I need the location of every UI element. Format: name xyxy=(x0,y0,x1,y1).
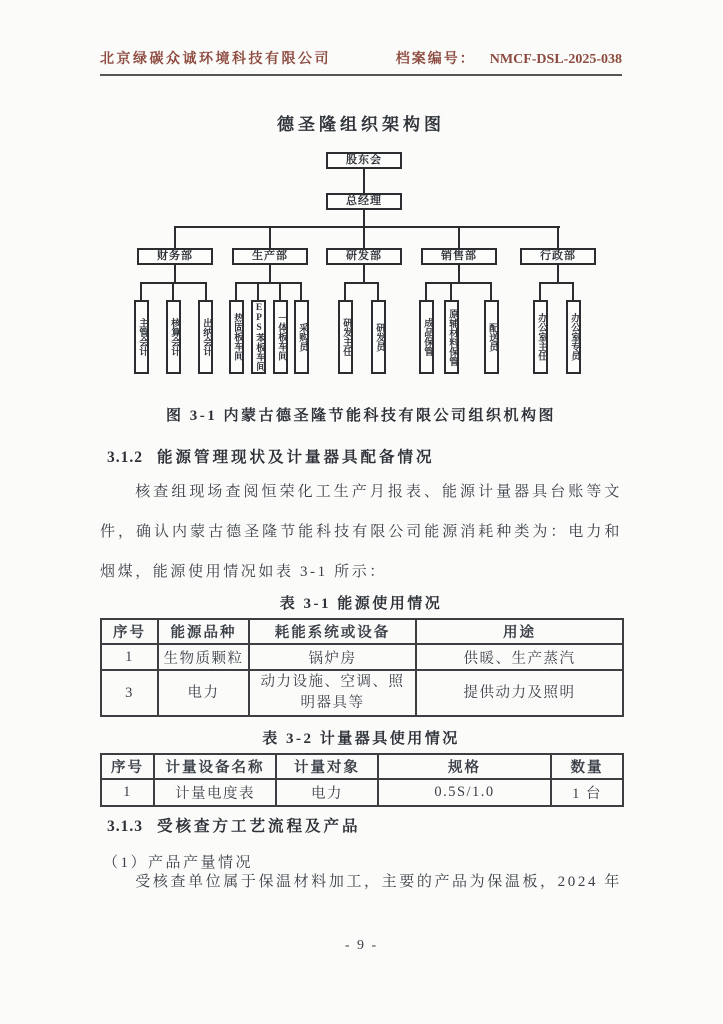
org-connector-line xyxy=(269,226,271,248)
org-box-dept-admin: 行政部 xyxy=(520,248,596,265)
table-header-row xyxy=(101,619,623,644)
paragraph-energy-use: 核查组现场查阅恒荣化工生产月报表、能源计量器具台账等文件，确认内蒙古德圣隆节能科技有限公司能源消耗种类为：电力和烟煤，能源使用情况如表 3-1 所示： xyxy=(100,484,622,580)
org-box-general-manager: 总经理 xyxy=(326,193,402,210)
column-header: 序号 xyxy=(101,754,154,779)
table-cell: 0.5S/1.0 xyxy=(378,779,551,806)
org-connector-line xyxy=(141,282,207,284)
org-box-position: 办公室专员 xyxy=(566,300,581,374)
org-box-position: 一体板车间 xyxy=(273,300,288,374)
org-box-position: 研发主任 xyxy=(338,300,353,374)
figure-caption: 图 3-1 内蒙古德圣隆节能科技有限公司组织机构图 xyxy=(166,408,556,424)
org-box-position: 主管会计 xyxy=(134,300,149,374)
org-box-position: 办公室主任 xyxy=(533,300,548,374)
org-box-shareholders: 股东会 xyxy=(326,152,402,169)
org-connector-line xyxy=(572,282,574,300)
org-connector-line xyxy=(490,282,492,300)
org-box-position: 采购员 xyxy=(294,300,309,374)
table-cell: 1 xyxy=(101,779,154,806)
section-title: 受核查方工艺流程及产品 xyxy=(157,818,361,835)
org-box-position: 出纳会计 xyxy=(198,300,213,374)
paragraph-product: 受核查单位属于保温材料加工，主要的产品为保温板，2024 年 xyxy=(135,874,623,890)
table-energy-use xyxy=(100,618,624,717)
org-connector-line xyxy=(205,282,207,300)
org-connector-line xyxy=(425,282,427,300)
org-connector-line xyxy=(172,282,174,300)
org-box-position: EPS苯板车间 xyxy=(251,300,266,374)
table-3-2-title: 表 3-2 计量器具使用情况 xyxy=(262,731,460,747)
archive-number-label: 档案编号： xyxy=(395,52,476,67)
org-connector-line xyxy=(426,282,492,284)
org-connector-line xyxy=(458,226,460,248)
org-connector-line xyxy=(140,282,142,300)
table-cell: 计量电度表 xyxy=(154,779,276,806)
column-header: 耗能系统或设备 xyxy=(249,619,416,644)
org-box-position: 成品保管 xyxy=(419,300,434,374)
org-connector-line xyxy=(269,265,271,282)
org-connector-line xyxy=(557,226,559,248)
section-number: 3.1.2 xyxy=(107,449,143,466)
org-box-position: 配送员 xyxy=(484,300,499,374)
org-connector-line xyxy=(236,282,302,284)
org-connector-line xyxy=(363,169,365,193)
org-connector-line xyxy=(300,282,302,300)
column-header: 规格 xyxy=(378,754,551,779)
table-cell: 1 台 xyxy=(551,779,623,806)
org-connector-line xyxy=(363,210,365,227)
column-header: 计量对象 xyxy=(276,754,378,779)
section-number: 3.1.3 xyxy=(107,818,143,835)
org-connector-line xyxy=(257,282,259,300)
org-connector-line xyxy=(174,226,176,248)
org-chart xyxy=(0,0,723,400)
org-connector-line xyxy=(540,282,574,284)
table-row xyxy=(101,644,623,670)
section-heading-312 xyxy=(107,445,622,467)
org-box-position: 核算会计 xyxy=(166,300,181,374)
company-name: 北京绿碳众诚环境科技有限公司 xyxy=(100,52,331,67)
org-connector-line xyxy=(363,226,365,248)
org-connector-line xyxy=(344,282,346,300)
table-cell: 提供动力及照明 xyxy=(416,670,623,716)
table-cell: 生物质颗粒 xyxy=(158,644,249,670)
table-row xyxy=(101,670,623,716)
org-box-position: 热固板车间 xyxy=(229,300,244,374)
org-connector-line xyxy=(377,282,379,300)
table-cell: 电力 xyxy=(276,779,378,806)
org-box-dept-finance: 财务部 xyxy=(137,248,213,265)
org-box-position: 原辅材料保管 xyxy=(444,300,459,374)
table-cell: 锅炉房 xyxy=(249,644,416,670)
org-chart-title: 德圣隆组织架构图 xyxy=(277,115,445,134)
org-connector-line xyxy=(279,282,281,300)
table-cell: 供暖、生产蒸汽 xyxy=(416,644,623,670)
org-connector-line xyxy=(458,265,460,282)
table-metering-devices xyxy=(100,753,624,807)
page-number: - 9 - xyxy=(344,938,379,953)
org-connector-line xyxy=(174,265,176,282)
table-3-1-title: 表 3-1 能源使用情况 xyxy=(279,596,443,612)
column-header: 序号 xyxy=(101,619,158,644)
column-header: 数量 xyxy=(551,754,623,779)
section-heading-313 xyxy=(107,814,622,836)
org-box-dept-rnd: 研发部 xyxy=(326,248,402,265)
column-header: 计量设备名称 xyxy=(154,754,276,779)
org-connector-line xyxy=(345,282,379,284)
table-cell: 1 xyxy=(101,644,158,670)
org-connector-line xyxy=(235,282,237,300)
table-header-row xyxy=(101,754,623,779)
table-cell: 动力设施、空调、照明器具等 xyxy=(249,670,416,716)
column-header: 用途 xyxy=(416,619,623,644)
org-connector-line xyxy=(539,282,541,300)
table-cell: 3 xyxy=(101,670,158,716)
org-connector-line xyxy=(557,265,559,282)
org-connector-line xyxy=(175,226,560,228)
org-box-dept-production: 生产部 xyxy=(232,248,308,265)
column-header: 能源品种 xyxy=(158,619,249,644)
org-connector-line xyxy=(363,265,365,282)
archive-number-value: NMCF-DSL-2025-038 xyxy=(489,52,622,67)
table-cell: 电力 xyxy=(158,670,249,716)
org-connector-line xyxy=(450,282,452,300)
section-title: 能源管理现状及计量器具配备情况 xyxy=(157,449,435,466)
org-box-dept-sales: 销售部 xyxy=(421,248,497,265)
table-row xyxy=(101,779,623,806)
sub-item-product-output: （1）产品产量情况 xyxy=(103,855,254,871)
org-box-position: 研发员 xyxy=(371,300,386,374)
